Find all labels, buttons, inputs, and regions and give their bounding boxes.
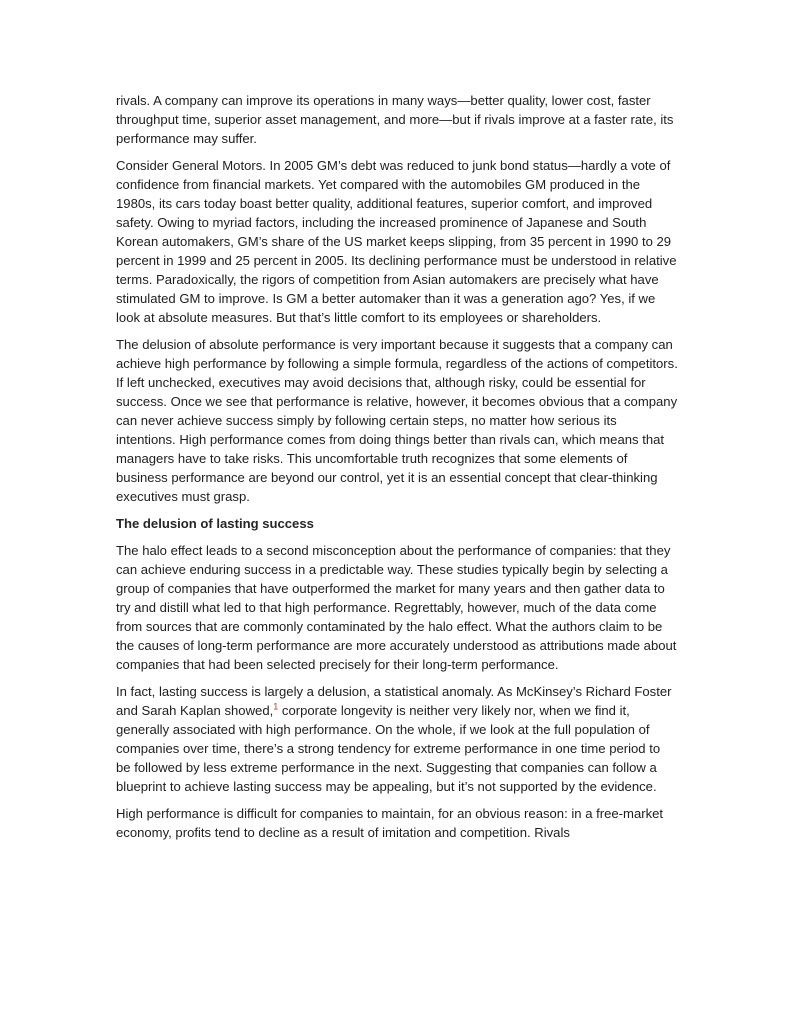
paragraph-general-motors: Consider General Motors. In 2005 GM’s debt was reduced to junk bond status—hardly a vote of confidence from financial markets. Yet compared with the automobiles GM produced in the 1980s, its cars today boast better quality, additional features, superior comfort, and improved safety. Owing to myriad factors, including the increased prominence of Japanese and South Korean automakers, GM’s share of the US market keeps slipping, from 35 percent in 1990 to 29 percent in 1999 and 25 percent in 2005. Its declining performance must be understood in relative terms. Paradoxically, the rigors of competition from Asian automakers are precisely what have stimulated GM to improve. Is GM a better automaker than it was a generation ago? Yes, if we look at absolute measures. But that’s little comfort to its employees or shareholders. [116,158,677,325]
section-heading: The delusion of lasting success [116,516,314,531]
paragraph-lasting-success [116,682,678,796]
paragraph-rivals: rivals. A company can improve its operations in many ways—better quality, lower cost, faster throughput time, superior asset management, and more—but if rivals improve at a faster rate, its performance may suffer. [116,93,674,146]
paragraph-halo-effect: The halo effect leads to a second misconception about the performance of companies: that they can achieve enduring success in a predictable way. These studies typically begin by selecting a group of companies that have outperformed the market for many years and then gather data to try and distill what led to that high performance. Regrettably, however, much of the data come from sources that are commonly contaminated by the halo effect. What the authors claim to be the causes of long-term performance are more accurately understood as attributions made about companies that had been selected precisely for their long-term performance. [116,543,677,672]
document-page [116,91,678,850]
paragraph-high-performance: High performance is difficult for companies to maintain, for an obvious reason: in a free-market economy, profits tend to decline as a result of imitation and competition. Rivals [116,806,664,840]
paragraph-text-after: corporate longevity is neither very likely nor, when we find it, generally associated with high performance. On the whole, if we look at the full population of companies over time, there’s a strong tendency for extreme performance in one time period to be followed by less extreme performance in the next. Suggesting that companies can follow a blueprint to achieve lasting success may be appealing, but it’s not supported by the evidence. [116,703,661,794]
paragraph-text-before: In fact, lasting success is largely a delusion, a statistical anomaly. As McKinsey’s Richard Foster and Sarah Kaplan showed, [116,684,672,718]
paragraph-absolute-performance: The delusion of absolute performance is very important because it suggests that a company can achieve high performance by following a simple formula, regardless of the actions of competitors. If left unchecked, executives may avoid decisions that, although risky, could be essential for success. Once we see that performance is relative, however, it becomes obvious that a company can never achieve success simply by following certain steps, no matter how serious its intentions. High performance comes from doing things better than rivals can, which means that managers have to take risks. This uncomfortable truth recognizes that some elements of business performance are beyond our control, yet it is an essential concept that clear-thinking executives must grasp. [116,337,678,504]
footnote-reference[interactable]: 1 [273,701,279,712]
